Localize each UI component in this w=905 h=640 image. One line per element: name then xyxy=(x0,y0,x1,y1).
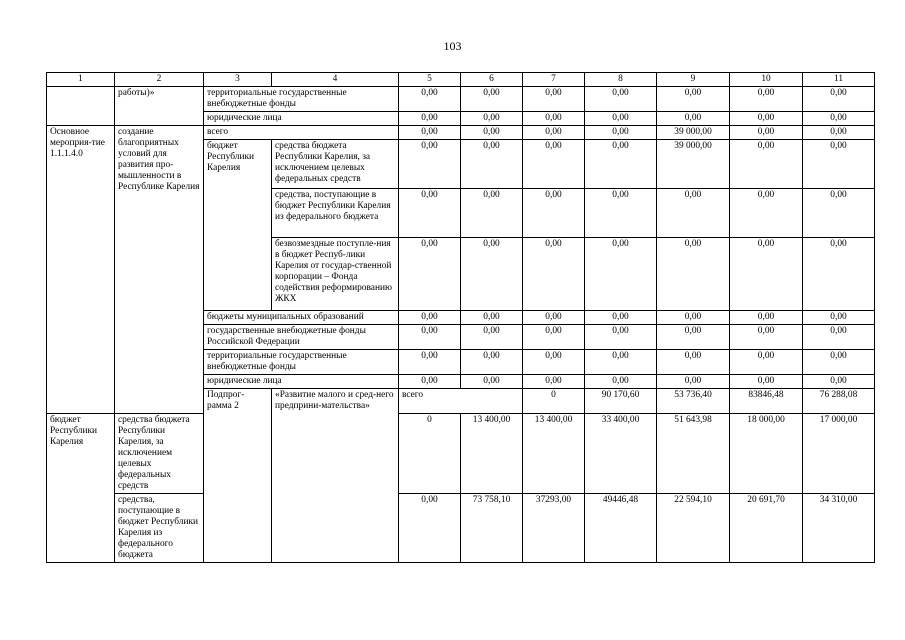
source-label: всего xyxy=(204,126,399,140)
value-cell: 0,00 xyxy=(803,375,875,389)
value-cell: 0,00 xyxy=(657,87,730,112)
source-label: юридические лица xyxy=(204,112,399,126)
value-cell: 0,00 xyxy=(803,325,875,350)
value-cell: 22 594,10 xyxy=(657,494,730,563)
value-cell: 0,00 xyxy=(730,112,803,126)
value-cell: 0,00 xyxy=(461,126,523,140)
value-cell: 0,00 xyxy=(585,140,657,189)
source-label: государственные внебюджетные фонды Российской Федерации xyxy=(204,325,399,350)
value-cell: 0,00 xyxy=(523,140,585,189)
value-cell: 73 758,10 xyxy=(461,494,523,563)
value-cell: 0,00 xyxy=(730,350,803,375)
page-number: 103 xyxy=(443,39,462,53)
value-cell: 0,00 xyxy=(657,350,730,375)
value-cell: 0 xyxy=(399,414,461,494)
value-cell: 0,00 xyxy=(585,311,657,325)
value-cell: 0,00 xyxy=(585,189,657,238)
value-cell: 0,00 xyxy=(399,375,461,389)
budget-label: бюджет Республики Карелия xyxy=(47,414,115,563)
value-cell: 53 736,40 xyxy=(657,389,730,414)
value-cell: 0,00 xyxy=(803,112,875,126)
value-cell: 0,00 xyxy=(730,126,803,140)
header-cell: 11 xyxy=(803,73,875,87)
value-cell: 0,00 xyxy=(461,87,523,112)
source-label: юридические лица xyxy=(204,375,399,389)
source-label: территориальные государственные внебюджетные фонды xyxy=(204,350,399,375)
value-cell: 0,00 xyxy=(461,325,523,350)
budget-label: бюджет Республики Карелия xyxy=(204,140,272,311)
measure-name: создание благоприятных условий для развития про-мышленности в Республике Карелия xyxy=(115,126,204,414)
value-cell: 0,00 xyxy=(730,311,803,325)
value-cell: 18 000,00 xyxy=(730,414,803,494)
source-label: всего xyxy=(399,389,523,414)
measure-code: Основное мероприя-тие 1.1.1.4.0 xyxy=(47,126,115,414)
value-cell: 0,00 xyxy=(461,112,523,126)
table-row xyxy=(47,87,875,112)
value-cell: 0,00 xyxy=(399,311,461,325)
value-cell: 0,00 xyxy=(523,350,585,375)
value-cell: 90 170,60 xyxy=(585,389,657,414)
value-cell: 0 xyxy=(523,389,585,414)
value-cell: 0,00 xyxy=(523,311,585,325)
value-cell: 0,00 xyxy=(523,126,585,140)
value-cell: 0,00 xyxy=(399,126,461,140)
source-label: бюджеты муниципальных образований xyxy=(204,311,399,325)
header-cell: 2 xyxy=(115,73,204,87)
value-cell: 0,00 xyxy=(657,238,730,311)
value-cell: 0,00 xyxy=(523,238,585,311)
value-cell: 39 000,00 xyxy=(657,140,730,189)
value-cell: 0,00 xyxy=(730,325,803,350)
value-cell: 0,00 xyxy=(523,325,585,350)
value-cell: 0,00 xyxy=(399,494,461,563)
value-cell: 0,00 xyxy=(730,375,803,389)
value-cell: 0,00 xyxy=(657,112,730,126)
header-row xyxy=(47,73,875,87)
table-row xyxy=(47,126,875,140)
value-cell: 0,00 xyxy=(730,238,803,311)
value-cell: 13 400,00 xyxy=(523,414,585,494)
budget-table xyxy=(46,72,875,563)
value-cell: 20 691,70 xyxy=(730,494,803,563)
value-cell: 76 288,08 xyxy=(803,389,875,414)
value-cell: 37293,00 xyxy=(523,494,585,563)
header-cell: 10 xyxy=(730,73,803,87)
value-cell: 0,00 xyxy=(585,87,657,112)
value-cell: 0,00 xyxy=(399,350,461,375)
value-cell: 0,00 xyxy=(803,189,875,238)
source-label: территориальные государственные внебюджетные фонды xyxy=(204,87,399,112)
value-cell: 0,00 xyxy=(803,311,875,325)
value-cell: 0,00 xyxy=(803,238,875,311)
value-cell: 0,00 xyxy=(523,375,585,389)
header-cell: 3 xyxy=(204,73,272,87)
value-cell: 0,00 xyxy=(523,87,585,112)
value-cell: 0,00 xyxy=(461,189,523,238)
header-cell: 6 xyxy=(461,73,523,87)
measure-code: Подпрог-рамма 2 xyxy=(204,389,272,563)
value-cell: 0,00 xyxy=(461,238,523,311)
value-cell: 0,00 xyxy=(657,189,730,238)
value-cell: 0,00 xyxy=(585,325,657,350)
header-cell: 1 xyxy=(47,73,115,87)
value-cell: 0,00 xyxy=(585,350,657,375)
value-cell: 0,00 xyxy=(523,189,585,238)
source-label: средства, поступающие в бюджет Республики Карелия из федерального бюджета xyxy=(272,189,399,238)
value-cell: 39 000,00 xyxy=(657,126,730,140)
value-cell: 0,00 xyxy=(461,311,523,325)
table-row xyxy=(47,494,875,563)
value-cell: 0,00 xyxy=(461,140,523,189)
source-label: средства бюджета Республики Карелия, за исключением целевых федеральных средств xyxy=(115,414,204,494)
value-cell: 0,00 xyxy=(657,311,730,325)
measure-name: работы)» xyxy=(115,87,204,126)
value-cell: 0,00 xyxy=(730,87,803,112)
value-cell: 0,00 xyxy=(399,189,461,238)
value-cell: 0,00 xyxy=(657,325,730,350)
value-cell: 0,00 xyxy=(399,325,461,350)
value-cell: 0,00 xyxy=(399,112,461,126)
value-cell: 0,00 xyxy=(399,87,461,112)
value-cell: 0,00 xyxy=(461,375,523,389)
source-label: средства бюджета Республики Карелия, за исключением целевых федеральных средств xyxy=(272,140,399,189)
table-row xyxy=(47,414,875,494)
value-cell: 0,00 xyxy=(730,189,803,238)
value-cell: 0,00 xyxy=(803,140,875,189)
value-cell: 0,00 xyxy=(585,375,657,389)
value-cell: 33 400,00 xyxy=(585,414,657,494)
header-cell: 4 xyxy=(272,73,399,87)
value-cell: 0,00 xyxy=(803,126,875,140)
value-cell: 49446,48 xyxy=(585,494,657,563)
value-cell: 0,00 xyxy=(585,112,657,126)
measure-name: «Развитие малого и сред-него предприни-мательства» xyxy=(272,389,399,563)
value-cell: 34 310,00 xyxy=(803,494,875,563)
value-cell: 0,00 xyxy=(730,140,803,189)
source-label: средства, поступающие в бюджет Республики Карелия из федерального бюджета xyxy=(115,494,204,563)
value-cell: 17 000,00 xyxy=(803,414,875,494)
value-cell: 13 400,00 xyxy=(461,414,523,494)
value-cell: 51 643,98 xyxy=(657,414,730,494)
header-cell: 5 xyxy=(399,73,461,87)
value-cell: 0,00 xyxy=(399,238,461,311)
value-cell: 0,00 xyxy=(657,375,730,389)
header-cell: 9 xyxy=(657,73,730,87)
value-cell: 0,00 xyxy=(585,126,657,140)
header-cell: 8 xyxy=(585,73,657,87)
value-cell: 0,00 xyxy=(803,350,875,375)
value-cell: 0,00 xyxy=(461,350,523,375)
source-label: безвозмездные поступле-ния в бюджет Респуб-лики Карелия от государ-ственной корпорации – Фонда содействия реформированию ЖКХ xyxy=(272,238,399,311)
value-cell: 83846,48 xyxy=(730,389,803,414)
header-cell: 7 xyxy=(523,73,585,87)
value-cell: 0,00 xyxy=(523,112,585,126)
value-cell: 0,00 xyxy=(399,140,461,189)
value-cell: 0,00 xyxy=(585,238,657,311)
value-cell: 0,00 xyxy=(803,87,875,112)
